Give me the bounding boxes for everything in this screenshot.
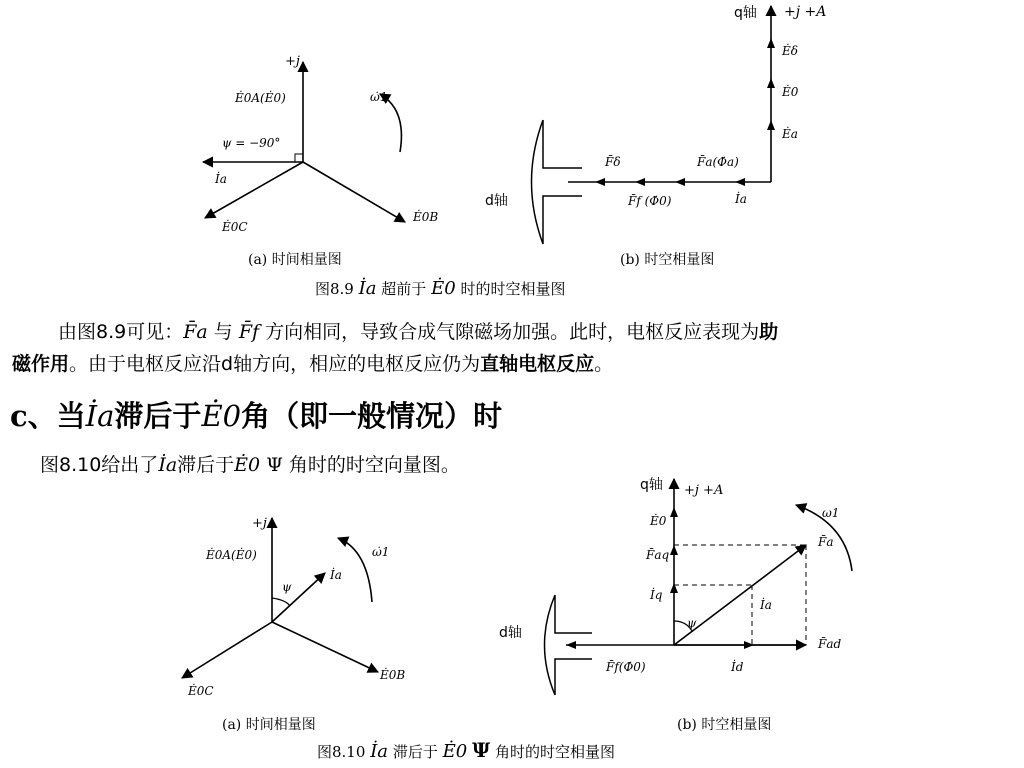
fig810-b-omega-label: ω1 bbox=[822, 506, 840, 520]
para2-sym1: İa bbox=[158, 454, 178, 476]
para1-text-c: 方向相同，导致合成气隙磁场加强。此时，电枢反应表现为 bbox=[259, 321, 760, 343]
para1-text-d: 。由于电枢反应沿d轴方向，相应的电枢反应仍为 bbox=[69, 353, 481, 375]
fig810-b-ia: İa bbox=[760, 598, 772, 612]
fig89-b-plus-j-a: +j +A bbox=[784, 4, 827, 20]
fig810-a-omega-label: ω̇1 bbox=[372, 545, 390, 559]
fig810-b-q-axis-label: q轴 bbox=[640, 477, 663, 493]
heading-c-sym2: Ė0 bbox=[201, 399, 242, 433]
fig810-caption-psi: Ψ bbox=[471, 738, 491, 762]
fig810-a-psi-arc bbox=[272, 598, 290, 606]
fig89-a-ia-label: İa bbox=[215, 172, 227, 186]
fig810-b-ff-phi0: F̄f(Φ̇0) bbox=[606, 660, 646, 674]
para2-text-b: 滞后于 bbox=[177, 454, 235, 476]
fig89-caption-mid: 超前于 bbox=[381, 280, 427, 298]
fig89-b-fa-phia: F̄a(Φ̇a) bbox=[697, 155, 739, 169]
fig810-b-fad: F̄ad bbox=[818, 637, 842, 651]
fig89-b-d-axis-label: d轴 bbox=[485, 193, 508, 209]
fig89-b-diagram bbox=[490, 0, 810, 250]
fig89-a-plus-j: +j bbox=[285, 54, 300, 69]
fig810-a-ia-label: İa bbox=[330, 568, 342, 582]
heading-c-mid: 滞后于 bbox=[114, 399, 202, 433]
fig89-a-e0b-arrow bbox=[303, 162, 405, 222]
fig810-a-plus-j: +j bbox=[252, 516, 267, 531]
fig810-a-subcaption: (a) 时间相量图 bbox=[222, 717, 316, 733]
para1-bold-b: 磁作用 bbox=[12, 353, 70, 375]
fig89-caption-sym2: Ė0 bbox=[431, 278, 456, 299]
fig810-caption-sym2: Ė0 bbox=[442, 741, 468, 762]
fig810-caption bbox=[317, 738, 615, 762]
para1-bold-a: 助 bbox=[759, 321, 779, 343]
fig89-b-ff-phi0: F̄f (Φ̇0) bbox=[628, 194, 672, 208]
fig89-b-q-axis-label: q轴 bbox=[734, 5, 757, 21]
fig810-b-d-axis-label: d轴 bbox=[499, 625, 522, 641]
fig89-caption-prefix: 图8.9 bbox=[315, 280, 354, 298]
fig89-b-ia: İa bbox=[735, 192, 747, 206]
para2-psi: Ψ bbox=[266, 454, 283, 476]
fig810-a-e0b-label: Ė0B bbox=[380, 668, 406, 682]
para2-text-c: 角时的时空向量图。 bbox=[288, 454, 460, 476]
fig89-b-ia-head bbox=[735, 178, 745, 186]
fig810-b-diagram bbox=[500, 475, 860, 715]
para1-text-e: 。 bbox=[594, 353, 614, 375]
para1-ff-symbol: F̄f bbox=[238, 321, 260, 343]
fig810-b-id: İd bbox=[731, 660, 744, 674]
fig810-b-fa: F̄a bbox=[818, 535, 834, 549]
fig810-a-omega-arc bbox=[338, 538, 372, 602]
para1-line2 bbox=[12, 350, 613, 379]
fig89-a-e0b-label: Ė0B bbox=[413, 210, 439, 224]
para2-text-a: 图8.10给出了 bbox=[40, 454, 159, 476]
heading-c bbox=[10, 394, 502, 435]
fig810-a-ia-arrow bbox=[272, 573, 325, 622]
fig810-b-ff-head bbox=[566, 641, 576, 649]
para1-text-a: 由图8.9可见： bbox=[58, 321, 184, 343]
fig89-a-e0a-label: Ė0A(Ė0) bbox=[235, 91, 286, 105]
fig89-a-e0c-arrow bbox=[205, 162, 303, 218]
fig89-caption bbox=[315, 278, 565, 299]
fig89-a-psi-label: ψ = −90° bbox=[222, 136, 281, 150]
fig89-b-ea: Ėa bbox=[782, 127, 798, 141]
fig810-b-psi: ψ bbox=[687, 616, 697, 630]
fig89-a-subcaption: (a) 时间相量图 bbox=[248, 252, 342, 268]
fig810-b-subcaption: (b) 时空相量图 bbox=[677, 717, 772, 733]
fig810-b-e0: Ė0 bbox=[650, 514, 667, 528]
fig810-caption-prefix: 图8.10 bbox=[317, 743, 366, 761]
fig89-caption-sym1: İa bbox=[358, 278, 377, 299]
para1-line1 bbox=[58, 318, 778, 347]
para1-text-b: 与 bbox=[207, 321, 239, 343]
heading-c-suffix: 角（即一般情况）时 bbox=[241, 399, 503, 433]
fig89-b-ff-head bbox=[635, 178, 645, 186]
fig89-b-f-delta: F̄δ bbox=[605, 155, 621, 169]
fig810-caption-suffix: 角时的时空相量图 bbox=[495, 743, 616, 761]
fig89-a-e0c-label: Ė0C bbox=[222, 220, 248, 234]
fig810-a-e0c-label: Ė0C bbox=[188, 684, 214, 698]
fig89-b-subcaption: (b) 时空相量图 bbox=[620, 252, 715, 268]
fig810-b-e0-head bbox=[670, 507, 678, 517]
fig89-b-fdelta-head bbox=[595, 178, 605, 186]
fig89-a-omega-label: ω̇1 bbox=[370, 90, 388, 104]
fig810-a-e0a-label: Ė0A(Ė0) bbox=[206, 548, 257, 562]
fig810-b-fa-arrow bbox=[674, 545, 806, 645]
fig810-a-psi-label: ψ bbox=[282, 580, 292, 594]
fig89-b-e0: Ė0 bbox=[782, 85, 799, 99]
fig89-b-arrow-head-2 bbox=[767, 78, 775, 88]
fig810-a-e0b-arrow bbox=[272, 622, 378, 672]
fig810-caption-mid: 滞后于 bbox=[392, 743, 438, 761]
fig810-b-iq: İq bbox=[650, 588, 663, 602]
heading-c-prefix: c、当 bbox=[10, 399, 86, 433]
fig89-b-arrow-head-1 bbox=[767, 38, 775, 48]
fig810-b-plus-j-a: +j +A bbox=[684, 483, 724, 498]
fig89-b-arrow-head-3 bbox=[767, 120, 775, 130]
para2 bbox=[40, 451, 460, 480]
fig810-b-faq-head bbox=[670, 545, 678, 555]
para2-sym2: Ė0 bbox=[234, 454, 261, 476]
para1-fa-symbol: F̄a bbox=[183, 321, 208, 343]
fig89-b-e-delta: Ėδ bbox=[782, 44, 798, 58]
fig810-a-e0c-arrow bbox=[182, 622, 272, 678]
fig89-b-fa-head bbox=[675, 178, 685, 186]
heading-c-sym1: İa bbox=[85, 399, 115, 433]
fig89-caption-suffix: 时的时空相量图 bbox=[460, 280, 566, 298]
fig810-caption-sym1: İa bbox=[370, 741, 389, 762]
fig810-b-faq: F̄aq bbox=[646, 548, 670, 562]
para1-bold-c: 直轴电枢反应 bbox=[480, 353, 595, 375]
fig89-a-right-angle bbox=[295, 154, 303, 162]
